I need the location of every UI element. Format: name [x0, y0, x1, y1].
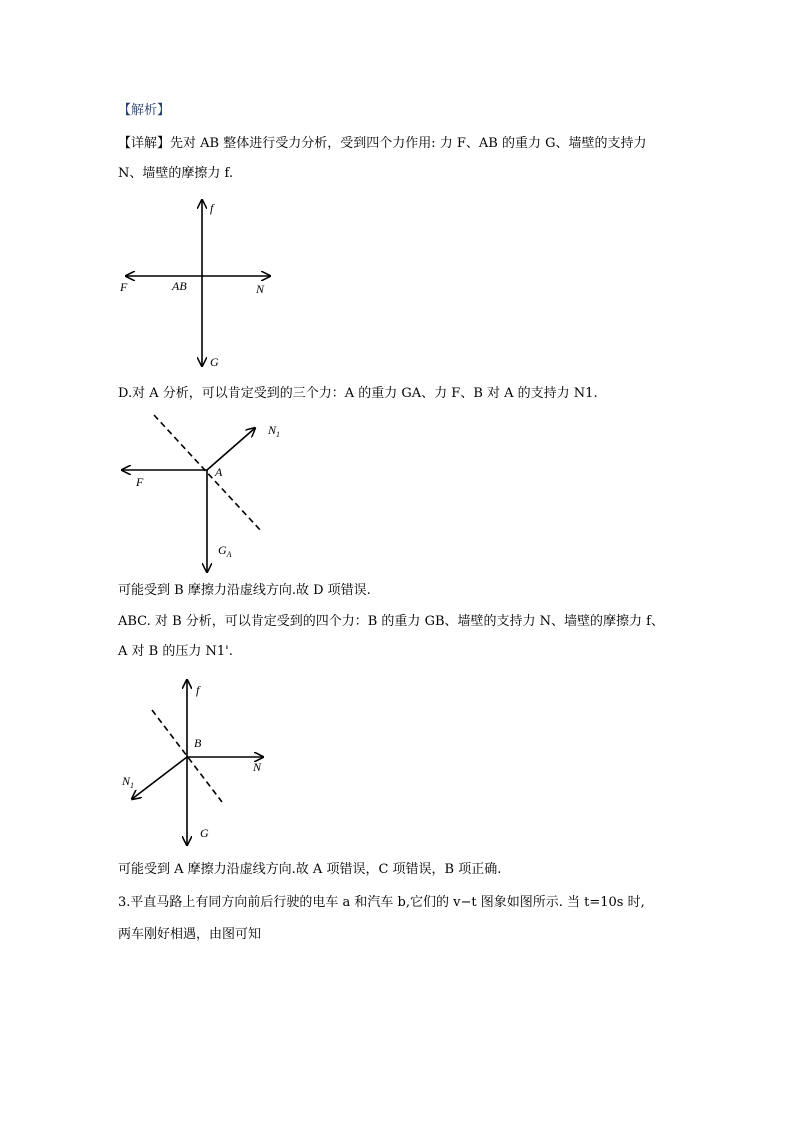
label-A: A [215, 465, 223, 479]
d-analysis-text: D.对 A 分析，可以肯定受到的三个力：A 的重力 GA、力 F、B 对 A 的支持力 N1. [118, 386, 598, 401]
label-AB: AB [172, 279, 187, 293]
label-F: F [136, 475, 144, 489]
label-N1-prime: $N_1$ [122, 774, 135, 790]
label-f: f [196, 683, 200, 697]
problem-3-line-1: 3.平直马路上有同方向前后行驶的电车 a 和汽车 b,它们的 v−t 图象如图所示. 当 t=10s 时, [118, 895, 645, 910]
label-N: N [256, 282, 265, 296]
label-N: N [253, 760, 262, 774]
label-GA: $G_A$ [218, 543, 232, 559]
detail-line-1: 【详解】先对 AB 整体进行受力分析，受到四个力作用: 力 F、AB 的重力 G、墙壁的支持力 [118, 136, 647, 151]
label-G: G [200, 826, 209, 840]
force-diagram-ab [110, 190, 310, 375]
detail-line-2: N、墙壁的摩擦力 f. [118, 166, 233, 181]
force-diagram-b [110, 672, 310, 852]
label-G: G [210, 355, 219, 369]
force-diagram-a [110, 410, 310, 580]
abc-analysis-line-1: ABC. 对 B 分析，可以肯定受到的四个力：B 的重力 GB、墙壁的支持力 N、墙壁的摩擦力 f、 [118, 614, 664, 629]
abc-conclusion-text: 可能受到 A 摩擦力沿虚线方向.故 A 项错误，C 项错误，B 项正确. [118, 862, 502, 877]
normal-force-n1-arrow [207, 428, 255, 470]
label-f: f [210, 201, 214, 215]
dashed-contact-line [154, 415, 262, 532]
label-B: B [194, 736, 202, 750]
problem-3-line-2: 两车刚好相遇，由图可知 [118, 927, 262, 942]
pressure-n1-arrow [132, 757, 187, 799]
d-conclusion-text: 可能受到 B 摩擦力沿虚线方向.故 D 项错误. [118, 583, 371, 598]
abc-analysis-line-2: A 对 B 的压力 N1'. [118, 644, 233, 659]
section-heading: 【解析】 [118, 103, 171, 118]
label-F: F [120, 280, 128, 294]
label-N1: $N_1$ [268, 423, 281, 439]
